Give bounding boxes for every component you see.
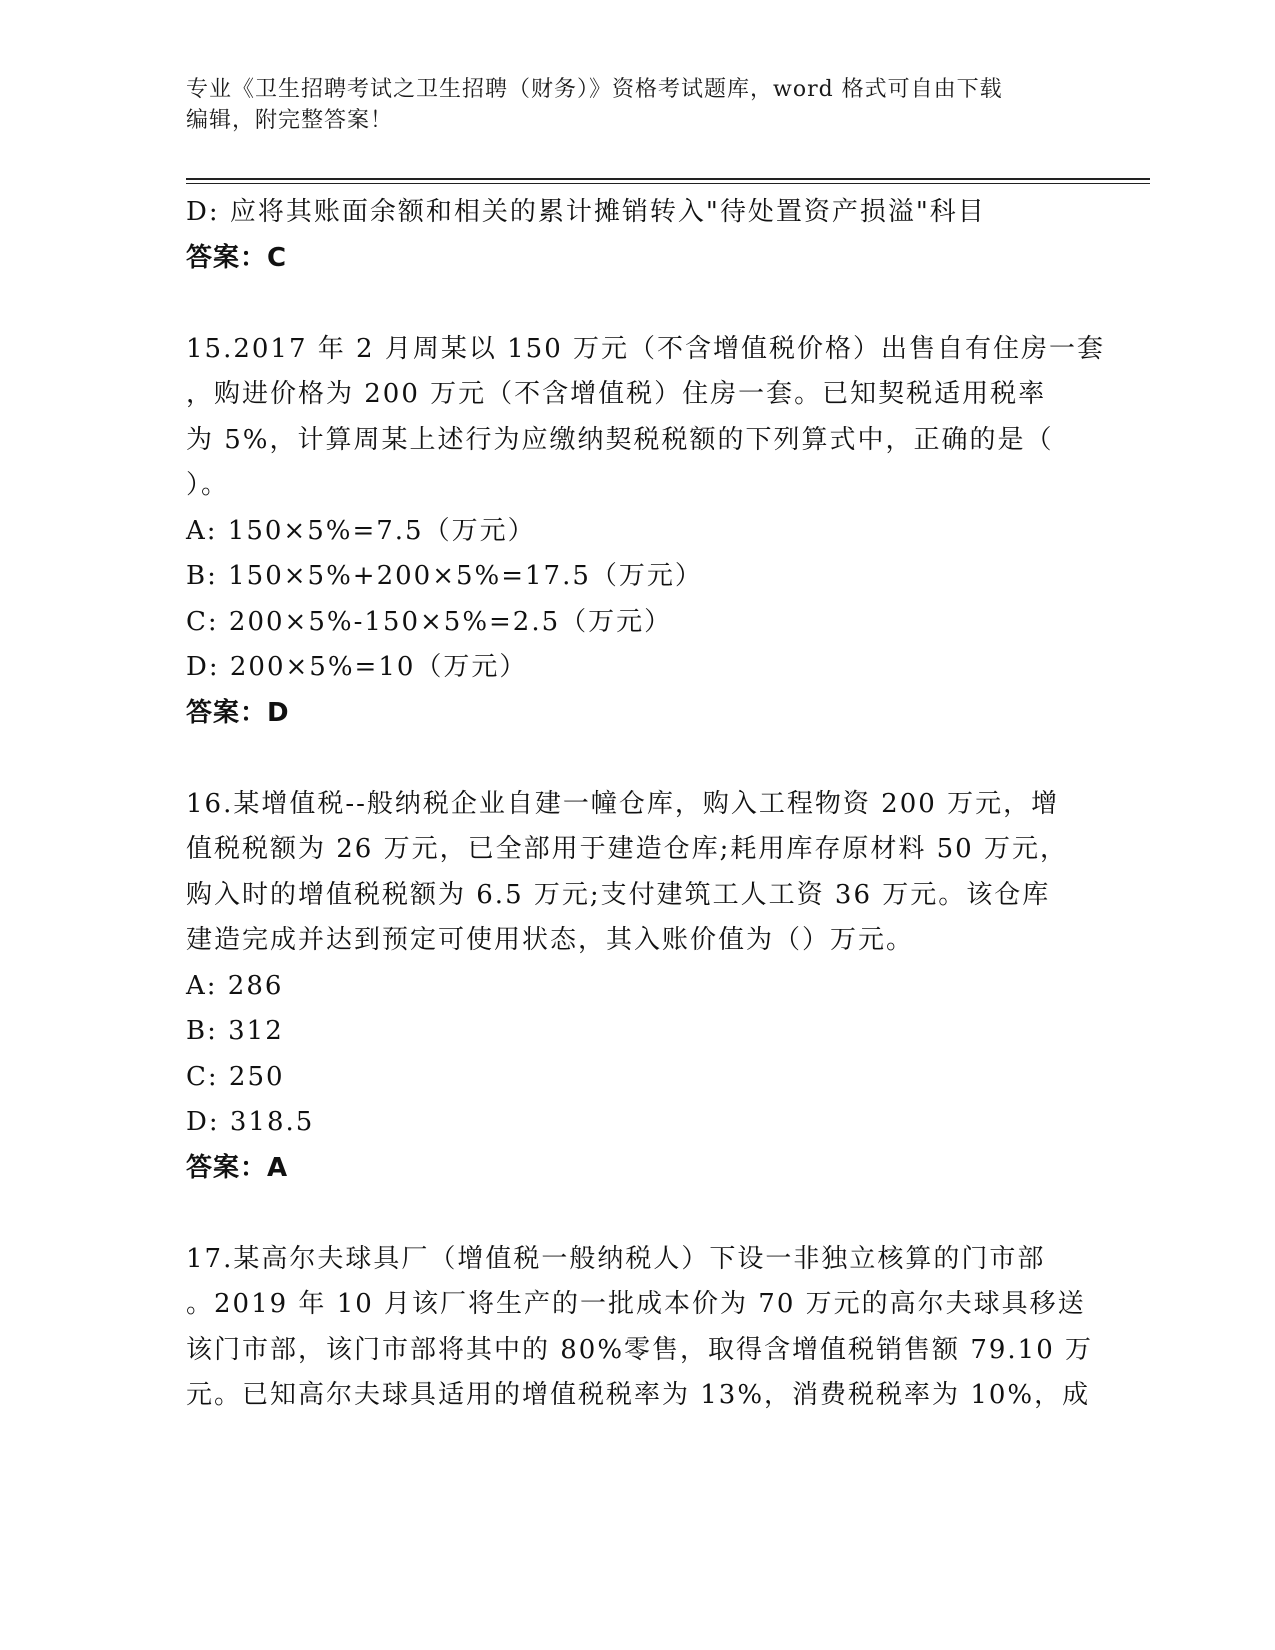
header-line-2: 编辑，附完整答案！	[186, 108, 394, 133]
option-a: A: 150×5%=7.5（万元）	[186, 515, 536, 546]
question-text-line: 为 5%，计算周某上述行为应缴纳契税税额的下列算式中，正确的是（	[186, 424, 1054, 455]
previous-question-tail	[186, 190, 1086, 281]
document-body	[186, 190, 1106, 1419]
spacer	[186, 736, 1086, 782]
header-divider-thin	[186, 183, 1150, 184]
question-text-line: 建造完成并达到预定可使用状态，其入账价值为（）万元。	[186, 925, 915, 955]
option-d: D: 应将其账面余额和相关的累计摊销转入"待处置资产损溢"科目	[186, 197, 986, 227]
answer-line: 答案：C	[186, 242, 288, 273]
spacer	[186, 281, 1086, 327]
option-c: C: 200×5%-150×5%=2.5（万元）	[186, 606, 673, 637]
option-a: A: 286	[186, 970, 284, 1001]
option-d: D: 200×5%=10（万元）	[186, 652, 528, 682]
question-text-line: ，购进价格为 200 万元（不含增值税）住房一套。已知契税适用税率	[186, 379, 1047, 409]
question-text-line: 17.某高尔夫球具厂（增值税一般纳税人）下设一非独立核算的门市部	[186, 1243, 1046, 1274]
question-15	[186, 327, 1106, 737]
question-text-line: 该门市部，该门市部将其中的 80%零售，取得含增值税销售额 79.10 万	[186, 1334, 1094, 1365]
option-b: B: 312	[186, 1016, 284, 1046]
question-text-line: ）。	[186, 470, 230, 500]
question-text-line: 15.2017 年 2 月周某以 150 万元（不含增值税价格）出售自有住房一套	[186, 333, 1106, 364]
question-17	[186, 1237, 1094, 1419]
option-c: C: 250	[186, 1061, 285, 1092]
question-16	[186, 782, 1086, 1192]
page-header	[186, 74, 1066, 136]
option-d: D: 318.5	[186, 1107, 315, 1137]
answer-line: 答案：D	[186, 697, 290, 728]
question-text-line: 值税税额为 26 万元，已全部用于建造仓库;耗用库存原材料 50 万元，	[186, 834, 1068, 864]
spacer	[186, 1191, 1086, 1237]
question-text-line: 。2019 年 10 月该厂将生产的一批成本价为 70 万元的高尔夫球具移送	[186, 1289, 1086, 1319]
answer-line: 答案：A	[186, 1152, 289, 1183]
header-line-1: 专业《卫生招聘考试之卫生招聘（财务）》资格考试题库，word 格式可自由下载	[186, 77, 1003, 102]
question-text-line: 购入时的增值税税额为 6.5 万元;支付建筑工人工资 36 万元。该仓库	[186, 879, 1051, 910]
question-text-line: 16.某增值税--般纳税企业自建一幢仓库，购入工程物资 200 万元，增	[186, 788, 1060, 819]
question-text-line: 元。已知高尔夫球具适用的增值税税率为 13%，消费税税率为 10%，成	[186, 1380, 1091, 1410]
header-divider-thick	[186, 178, 1150, 180]
option-b: B: 150×5%+200×5%=17.5（万元）	[186, 561, 703, 591]
